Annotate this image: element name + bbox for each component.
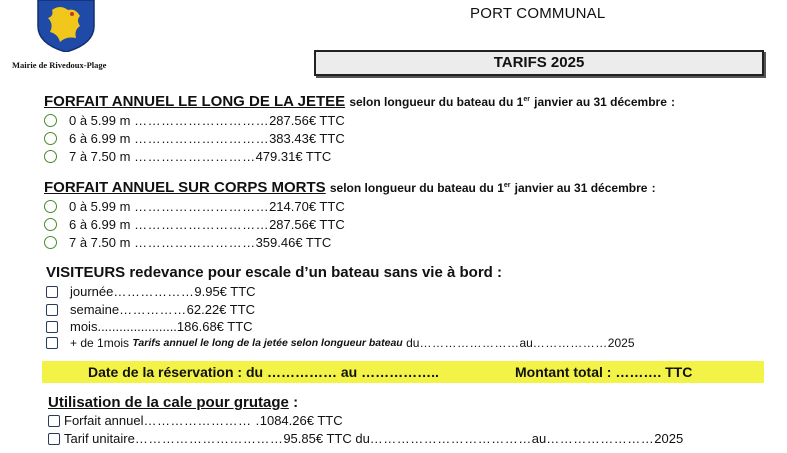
section-corps-morts-heading: FORFAIT ANNUEL SUR CORPS MORTS selon longueur du bateau du 1er janvier au 31 décembre : [44, 179, 656, 196]
option-forfait-annuel[interactable]: Forfait annuel …………………… . 1084.26€ TTC [44, 413, 343, 428]
checkbox[interactable] [46, 286, 58, 298]
checkbox[interactable] [46, 337, 58, 349]
montant-line: Montant total : ………. TTC [515, 364, 693, 380]
radio-button[interactable] [44, 114, 57, 127]
date-to-field[interactable]: …………….. [361, 364, 439, 380]
date-from-field[interactable]: …………… [266, 364, 337, 380]
option-plus-un-mois[interactable]: + de 1mois Tarifs annuel le long de la jetée selon longueur bateau du …………………… au ……………… 2025 [44, 336, 635, 350]
section-visiteurs-heading: VISITEURS redevance pour escale d’un bateau sans vie à bord : [46, 264, 502, 281]
radio-button[interactable] [44, 236, 57, 249]
montant-field[interactable]: ………. [615, 364, 662, 380]
section-jetee-heading: FORFAIT ANNUEL LE LONG DE LA JETEE selon longueur du bateau du 1er janvier au 31 décembre : [44, 93, 676, 110]
section-cale-heading: Utilisation de la cale pour grutage : [48, 394, 299, 411]
checkbox[interactable] [48, 415, 60, 427]
option-tarif-unitaire[interactable]: Tarif unitaire …………………………… 95.85€ TTC du ……………………………… au …………………… 2025 [44, 431, 683, 446]
tarifs-title: TARIFS 2025 [493, 54, 585, 71]
radio-button[interactable] [44, 132, 57, 145]
reservation-line: Date de la réservation : du …………… au …………….. [88, 364, 439, 380]
checkbox[interactable] [46, 304, 58, 316]
option-journee[interactable]: journée ……………… 9.95€ TTC [44, 284, 256, 299]
section-jetee-title: FORFAIT ANNUEL LE LONG DE LA JETEE [44, 93, 346, 110]
radio-button[interactable] [44, 200, 57, 213]
option-jetee-6-6[interactable]: 6 à 6.99 m ………………………… 383.43€ TTC [44, 131, 345, 146]
option-semaine[interactable]: semaine …………… 62.22€ TTC [44, 302, 255, 317]
radio-button[interactable] [44, 150, 57, 163]
coat-of-arms-logo [36, 0, 96, 52]
option-mois[interactable]: mois ...................... 186.68€ TTC [44, 319, 253, 334]
option-corps-0-5[interactable]: 0 à 5.99 m ………………………… 214.70€ TTC [44, 199, 345, 214]
port-title: PORT COMMUNAL [470, 5, 606, 22]
option-jetee-0-5[interactable]: 0 à 5.99 m ………………………… 287.56€ TTC [44, 113, 345, 128]
option-corps-6-6[interactable]: 6 à 6.99 m ………………………… 287.56€ TTC [44, 217, 345, 232]
option-corps-7-7[interactable]: 7 à 7.50 m ……………………… 359.46€ TTC [44, 235, 331, 250]
mairie-label: Mairie de Rivedoux-Plage [12, 60, 107, 70]
tarifs-banner [314, 50, 764, 76]
checkbox[interactable] [48, 433, 60, 445]
option-jetee-7-7[interactable]: 7 à 7.50 m ……………………… 479.31€ TTC [44, 149, 331, 164]
section-corps-morts-title: FORFAIT ANNUEL SUR CORPS MORTS [44, 179, 326, 196]
checkbox[interactable] [46, 321, 58, 333]
radio-button[interactable] [44, 218, 57, 231]
